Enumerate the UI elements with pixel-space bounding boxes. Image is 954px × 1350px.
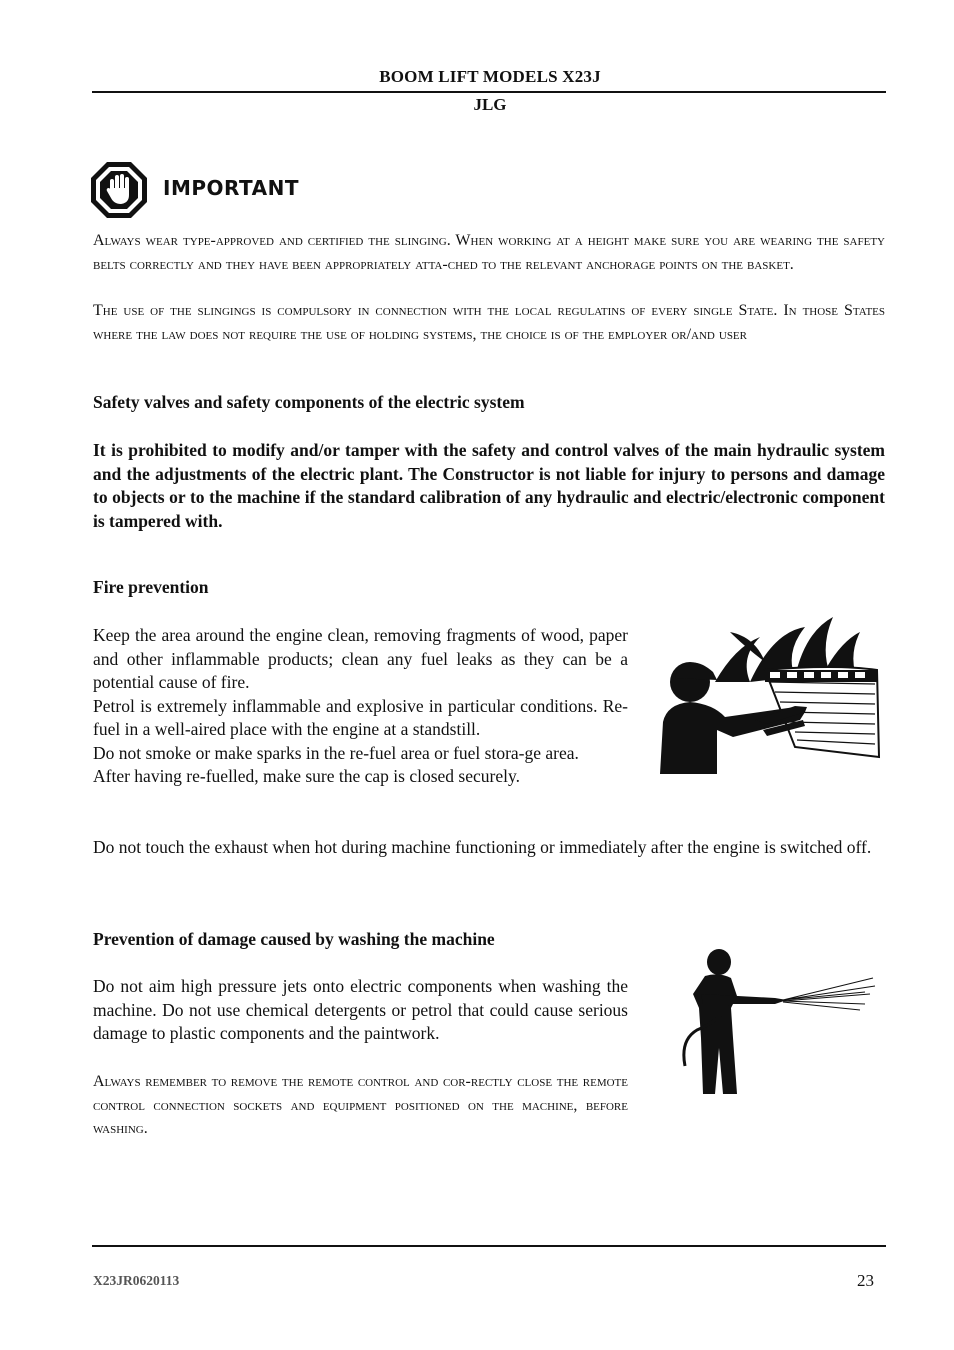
fire-paragraph: Do not touch the exhaust when hot during machine functioning or immediately after the engine is switched off. [93, 837, 872, 857]
section-heading-washing: Prevention of damage caused by washing the machine [93, 929, 495, 949]
fire-paragraph: Petrol is extremely inflammable and explosive in particular conditions. Re-fuel in a well-aired place with the engine at a standstill. [93, 695, 628, 739]
document-title: BOOM LIFT MODELS X23J [379, 67, 601, 86]
important-paragraph: The use of the slingings is compulsory in connection with the local regulatins of every single State. In those States where the law does not require the use of holding systems, the choice is of the employer or/and user [93, 302, 885, 343]
stop-hand-icon [90, 161, 148, 219]
fire-paragraph: Keep the area around the engine clean, removing fragments of wood, paper and other inflammable products; clean any fuel leaks as they can be a potential cause of fire. [93, 625, 628, 692]
document-code: X23JR0620113 [93, 1273, 180, 1288]
fire-paragraph: After having re-fuelled, make sure the cap is closed securely. [93, 766, 520, 786]
important-title: IMPORTANT [163, 176, 299, 200]
pressure-washer-icon [675, 948, 880, 1098]
section-heading-fire: Fire prevention [93, 577, 209, 597]
fire-paragraphs [93, 624, 628, 789]
fire-hazard-icon [655, 612, 885, 774]
page-number: 23 [857, 1271, 874, 1290]
safety-warning-text: It is prohibited to modify and/or tamper with the safety and control valves of the main hydraulic system and the adjustments of the electric plant. The Constructor is not liable for injury to persons and damage to objects or to the machine if the standard calibration of any hydraulic and electric/electronic component is tampered with. [93, 440, 885, 531]
brand-name: JLG [473, 95, 507, 114]
important-paragraph: Always wear type-approved and certified the slinging. When working at a height make sure you are wearing the safety belts correctly and they have been appropriately atta-ched to the relevant anchorage points on the basket. [93, 232, 885, 273]
section-heading-safety: Safety valves and safety components of the electric system [93, 392, 525, 412]
washing-paragraph: Do not aim high pressure jets onto electric components when washing the machine. Do not use chemical detergents or petrol that could cause serious damage to plastic components and the paintwork. [93, 976, 628, 1043]
fire-paragraph: Do not smoke or make sparks in the re-fuel area or fuel stora-ge area. [93, 742, 579, 763]
header-divider [92, 91, 886, 93]
footer-divider [92, 1245, 886, 1247]
washing-note: Always remember to remove the remote control and cor-rectly close the remote control connection sockets and equipment positioned on the machine, before washing. [93, 1073, 628, 1137]
